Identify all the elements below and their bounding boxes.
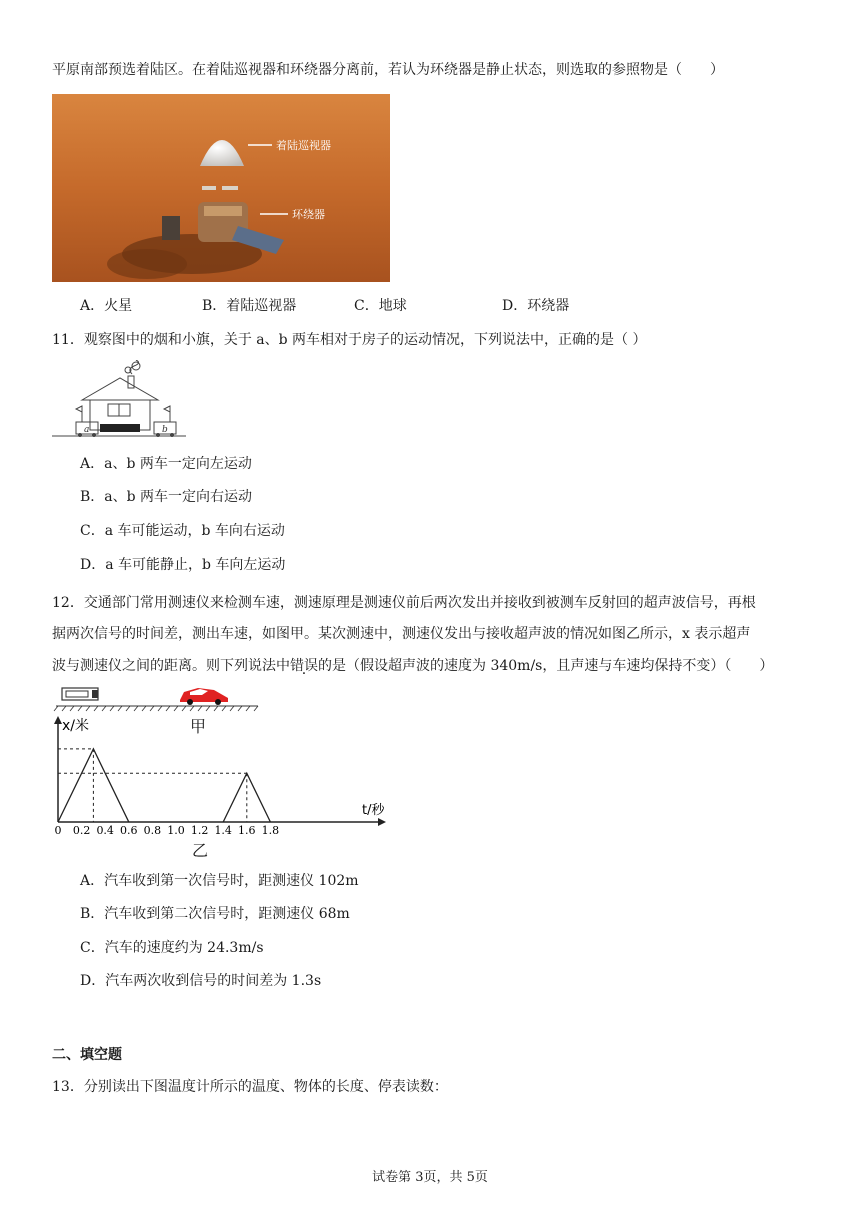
q12-stem-line3 (52, 656, 773, 676)
q11-stem: 11．观察图中的烟和小旗，关于 a、b 两车相对于房子的运动情况，下列说法中，正确的是（ ） (52, 332, 647, 348)
q12-option-a: A．汽车收到第一次信号时，距测速仪 102m (80, 873, 359, 889)
q11-option-d: D．a 车可能静止，b 车向左运动 (80, 557, 286, 573)
x-tick-label: 0.8 (143, 824, 162, 837)
page-footer: 试卷第 3页，共 5页 (372, 1170, 488, 1185)
x-tick-label: 1.8 (261, 824, 280, 837)
y-axis-label: x/米 (62, 718, 90, 734)
q13-stem: 13．分别读出下图温度计所示的温度、物体的长度、停表读数： (52, 1079, 448, 1095)
x-tick-label: 1.4 (214, 824, 232, 837)
x-axis-label: t/秒 (362, 803, 385, 818)
x-tick-label: 1.6 (238, 824, 256, 837)
car-b-label: b (162, 425, 168, 435)
x-tick-label: 1.2 (190, 824, 209, 837)
q10-mars-image (52, 94, 390, 282)
q10-stem-tail: 平原南部预选着陆区。在着陆巡视器和环绕器分离前，若认为环绕器是静止状态，则选取的参照物是（ ） (52, 62, 724, 78)
fig-label-jia: 甲 (190, 717, 207, 736)
q10-option-c: C．地球 (354, 298, 407, 314)
q10-option-b: B．着陆巡视器 (202, 298, 297, 314)
q11-option-a: A．a、b 两车一定向左运动 (80, 456, 252, 472)
q12-stem-part-c: 的是（假设超声波的速度为 340m/s，且声速与车速均保持不变）（ ） (318, 658, 774, 674)
fig-label-yi: 乙 (192, 841, 209, 860)
q11-option-b: B．a、b 两车一定向右运动 (80, 489, 253, 505)
q12-option-b: B．汽车收到第二次信号时，距测速仪 68m (80, 906, 350, 922)
q12-xt-chart (40, 716, 390, 840)
q12-emphasis-wrong: 错误 (290, 658, 318, 674)
q12-stem-line1: 12．交通部门常用测速仪来检测车速，测速原理是测速仪前后两次发出并接收到被测车反射回的超声波信号，再根 (52, 595, 756, 611)
car-a-label: a (84, 425, 90, 435)
x-tick-label: 0.6 (120, 824, 138, 837)
lander-label: 着陆巡视器 (276, 139, 331, 152)
y-axis-arrow (54, 716, 62, 724)
q12-stem-part-a: 波与测速仪之间的距离。则下列说法中 (52, 658, 290, 674)
x-tick-label: 0.2 (72, 824, 91, 837)
x-tick-label: 0.4 (96, 824, 114, 837)
x-tick-label: 1.0 (167, 824, 185, 837)
x-axis-arrow (378, 818, 386, 826)
x-tick-label: 0 (54, 824, 62, 837)
q11-option-c: C．a 车可能运动，b 车向右运动 (80, 523, 285, 539)
orbiter-label: 环绕器 (292, 208, 325, 221)
q12-stem-line2: 据两次信号的时间差，测出车速，如图甲。某次测速中，测速仪发出与接收超声波的情况如图乙所示，x 表示超声 (52, 626, 751, 642)
q10-option-d: D．环绕器 (502, 298, 570, 314)
q12-option-c: C．汽车的速度约为 24.3m/s (80, 940, 264, 956)
q11-house-figure (52, 360, 186, 442)
q12-option-d: D．汽车两次收到信号的时间差为 1.3s (80, 973, 322, 989)
q10-option-a: A．火星 (80, 298, 133, 314)
section-title: 二、填空题 (52, 1047, 122, 1063)
